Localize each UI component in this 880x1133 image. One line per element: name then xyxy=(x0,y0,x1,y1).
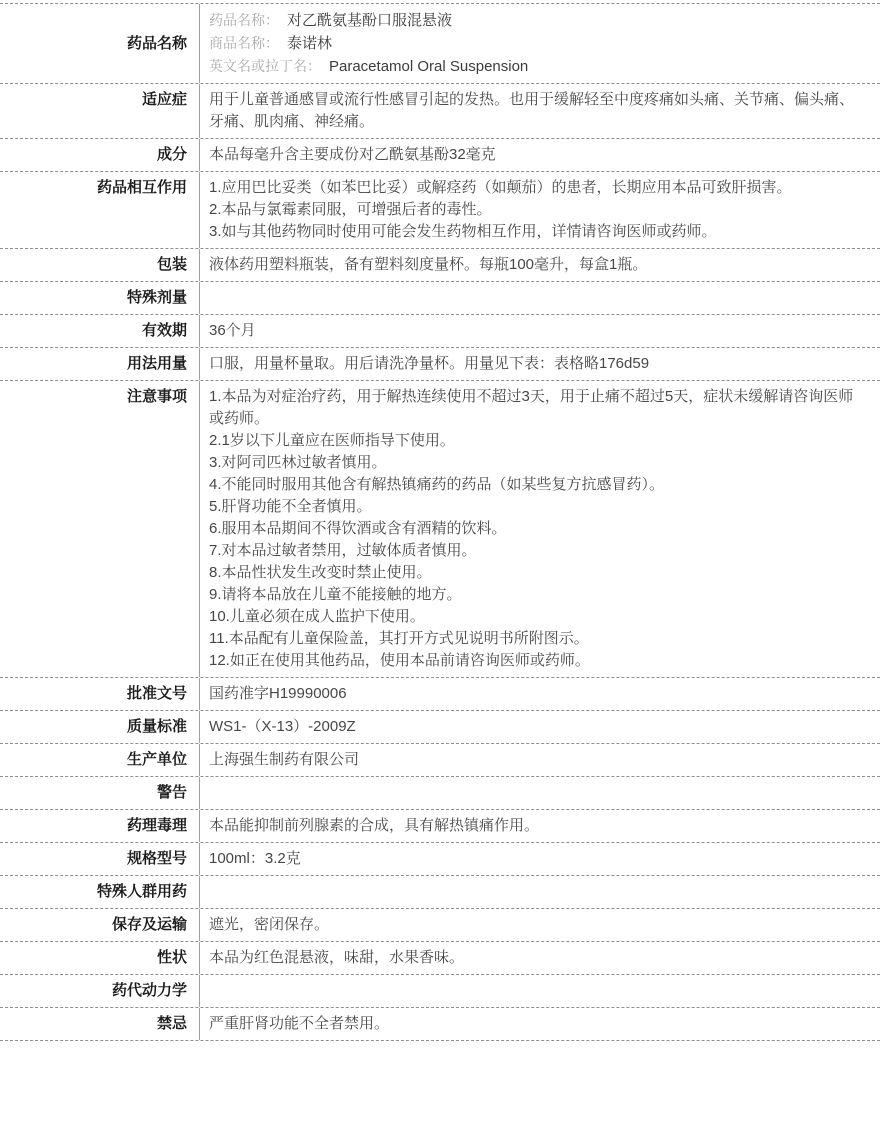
row-label: 特殊人群用药 xyxy=(0,876,200,908)
row-label: 注意事项 xyxy=(0,381,200,677)
row-content xyxy=(200,942,880,974)
row-label-text: 药品名称 xyxy=(126,34,187,52)
content-line: 2.1岁以下儿童应在医师指导下使用。 xyxy=(209,432,455,449)
table-row xyxy=(0,777,880,810)
content-line: 本品为红色混悬液，味甜，水果香味。 xyxy=(209,949,465,966)
content-line: 口服，用量杯量取。用后请洗净量杯。用量见下表：表格略176d59 xyxy=(209,355,650,372)
content-line: 11.本品配有儿童保险盖，其打开方式见说明书所附图示。 xyxy=(209,630,589,647)
row-label: 保存及运输 xyxy=(0,909,200,941)
drug-info-table xyxy=(0,3,880,1041)
row-content xyxy=(200,315,880,347)
table-row xyxy=(0,810,880,843)
table-row xyxy=(0,711,880,744)
row-label: 性状 xyxy=(0,942,200,974)
field-key: 药品名称： xyxy=(209,12,279,28)
row-content xyxy=(200,381,880,677)
table-row xyxy=(0,139,880,172)
content-line: 100ml：3.2克 xyxy=(209,850,301,867)
content-line: 国药准字H19990006 xyxy=(209,685,347,702)
content-line: 1.应用巴比妥类（如苯巴比妥）或解痉药（如颠茄）的患者，长期应用本品可致肝损害。 xyxy=(209,179,792,196)
table-row xyxy=(0,348,880,381)
row-label: 适应症 xyxy=(0,84,200,138)
english-name-field xyxy=(209,55,866,78)
field-value: Paracetamol Oral Suspension xyxy=(329,58,529,75)
row-label: 药理毒理 xyxy=(0,810,200,842)
content-line: 8.本品性状发生改变时禁止使用。 xyxy=(209,564,432,581)
table-row xyxy=(0,942,880,975)
content-line: 10.儿童必须在成人监护下使用。 xyxy=(209,608,425,625)
row-label: 用法用量 xyxy=(0,348,200,380)
row-content xyxy=(200,249,880,281)
row-label: 质量标准 xyxy=(0,711,200,743)
row-content xyxy=(200,282,880,314)
row-label: 有效期 xyxy=(0,315,200,347)
row-content xyxy=(200,348,880,380)
content-line: 36个月 xyxy=(209,322,256,339)
table-row xyxy=(0,315,880,348)
content-line: 5.肝肾功能不全者慎用。 xyxy=(209,498,372,515)
table-row xyxy=(0,1008,880,1041)
field-value: 对乙酰氨基酚口服混悬液 xyxy=(287,12,453,29)
table-row xyxy=(0,975,880,1008)
row-content xyxy=(200,139,880,171)
row-label: 成分 xyxy=(0,139,200,171)
row-content xyxy=(200,777,880,809)
content-line: 4.不能同时服用其他含有解热镇痛药的药品（如某些复方抗感冒药）。 xyxy=(209,476,665,493)
content-line: 12.如正在使用其他药品，使用本品前请咨询医师或药师。 xyxy=(209,652,590,669)
row-content xyxy=(200,843,880,875)
content-line: 1.本品为对症治疗药，用于解热连续使用不超过3天，用于止痛不超过5天，症状未缓解请咨询医师或药师。 xyxy=(209,388,854,427)
content-line: 7.对本品过敏者禁用，过敏体质者慎用。 xyxy=(209,542,477,559)
row-content xyxy=(200,84,880,138)
row-content xyxy=(200,678,880,710)
content-line: 9.请将本品放在儿童不能接触的地方。 xyxy=(209,586,462,603)
row-label: 禁忌 xyxy=(0,1008,200,1040)
content-line: 3.对阿司匹林过敏者慎用。 xyxy=(209,454,387,471)
table-row xyxy=(0,381,880,678)
content-line: 本品每毫升含主要成份对乙酰氨基酚32毫克 xyxy=(209,146,496,163)
row-content xyxy=(200,975,880,1007)
content-line: WS1-（X-13）-2009Z xyxy=(209,718,356,735)
row-content xyxy=(200,172,880,248)
table-row xyxy=(0,249,880,282)
table-row xyxy=(0,84,880,139)
row-label xyxy=(0,4,200,83)
table-row xyxy=(0,909,880,942)
row-content xyxy=(200,810,880,842)
row-content xyxy=(200,4,880,83)
content-line: 2.本品与氯霉素同服，可增强后者的毒性。 xyxy=(209,201,492,218)
table-row xyxy=(0,744,880,777)
content-line: 上海强生制药有限公司 xyxy=(209,751,360,768)
content-line: 本品能抑制前列腺素的合成，具有解热镇痛作用。 xyxy=(209,817,540,834)
row-label: 规格型号 xyxy=(0,843,200,875)
table-row xyxy=(0,172,880,249)
content-line: 3.如与其他药物同时使用可能会发生药物相互作用，详情请咨询医师或药师。 xyxy=(209,223,717,240)
table-row xyxy=(0,282,880,315)
row-label: 特殊剂量 xyxy=(0,282,200,314)
table-row-drug-name xyxy=(0,4,880,84)
row-content xyxy=(200,876,880,908)
row-label: 药品相互作用 xyxy=(0,172,200,248)
row-content xyxy=(200,1008,880,1040)
row-label: 药代动力学 xyxy=(0,975,200,1007)
content-line: 用于儿童普通感冒或流行性感冒引起的发热。也用于缓解轻至中度疼痛如头痛、关节痛、偏头痛、牙痛、肌肉痛、神经痛。 xyxy=(209,91,855,130)
table-row xyxy=(0,678,880,711)
row-content xyxy=(200,744,880,776)
row-label: 批准文号 xyxy=(0,678,200,710)
content-line: 严重肝肾功能不全者禁用。 xyxy=(209,1015,390,1032)
row-content xyxy=(200,909,880,941)
field-key: 英文名或拉丁名： xyxy=(209,58,321,74)
content-line: 液体药用塑料瓶装，备有塑料刻度量杯。每瓶100毫升，每盒1瓶。 xyxy=(209,256,648,273)
row-label: 生产单位 xyxy=(0,744,200,776)
row-label: 包装 xyxy=(0,249,200,281)
content-line: 遮光，密闭保存。 xyxy=(209,916,330,933)
table-row xyxy=(0,843,880,876)
trade-name-field xyxy=(209,32,866,55)
row-content xyxy=(200,711,880,743)
drug-name-field xyxy=(209,9,866,32)
field-value: 泰诺林 xyxy=(287,35,333,52)
row-label: 警告 xyxy=(0,777,200,809)
table-row xyxy=(0,876,880,909)
field-key: 商品名称： xyxy=(209,35,279,51)
content-line: 6.服用本品期间不得饮酒或含有酒精的饮料。 xyxy=(209,520,507,537)
